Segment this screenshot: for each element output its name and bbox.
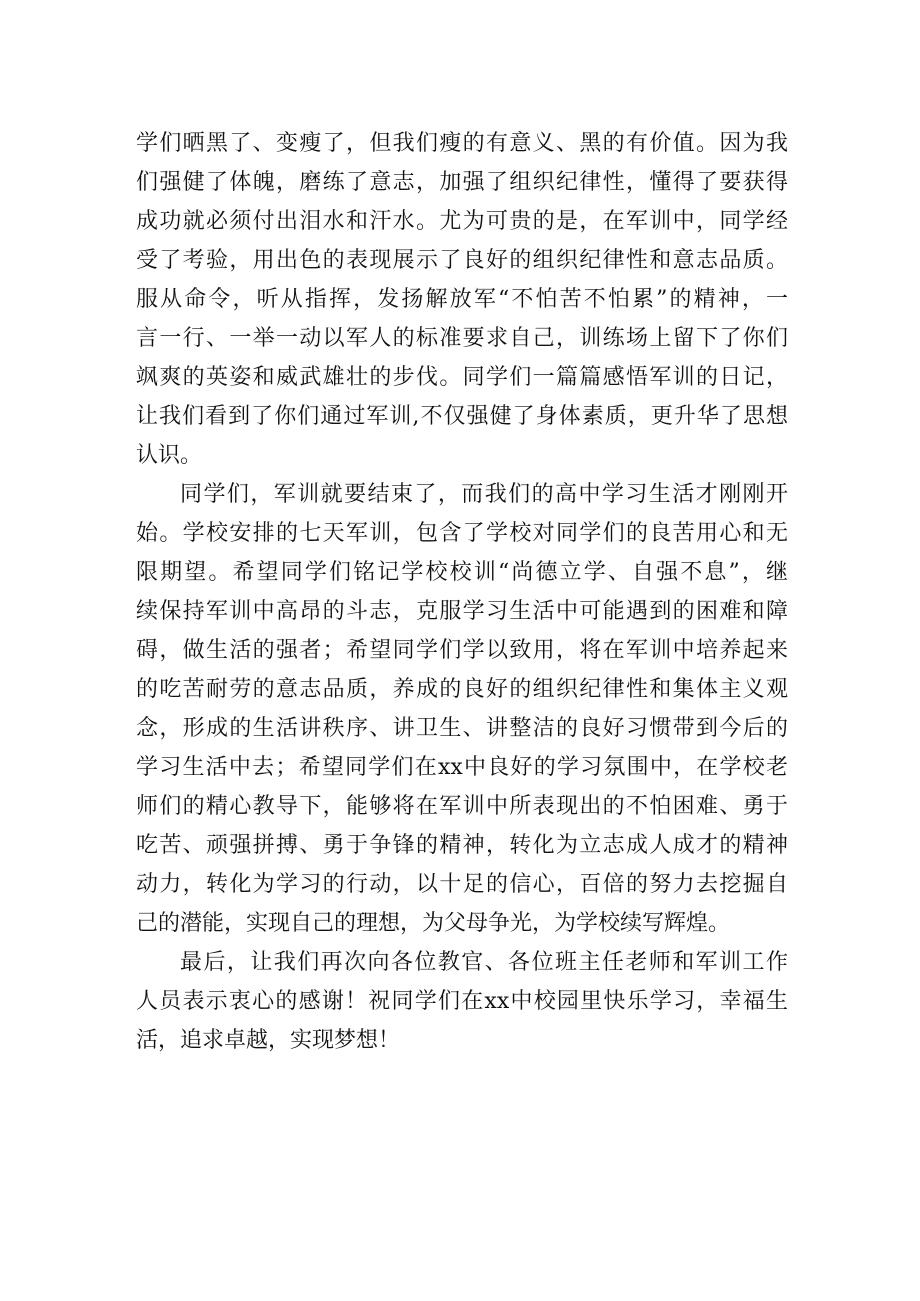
- text-line: 吃苦、顽强拼搏、勇于争锋的精神，转化为立志成人成才的精神: [136, 833, 788, 858]
- text-line: 认识。: [136, 443, 203, 468]
- text-line: 成功就必须付出泪水和汗水。尤为可贵的是，在军训中，同学经: [136, 209, 788, 234]
- text-line: 受了考验，用出色的表现展示了良好的组织纪律性和意志品质。: [136, 248, 788, 273]
- text-line: 的吃苦耐劳的意志品质，养成的良好的组织纪律性和集体主义观: [136, 677, 788, 702]
- text-line: 同学们，军训就要结束了，而我们的高中学习生活才刚刚开: [180, 482, 788, 507]
- text-line: 续保持军训中高昂的斗志，克服学习生活中可能遇到的困难和障: [136, 599, 788, 624]
- text-line: 动力，转化为学习的行动，以十足的信心，百倍的努力去挖掘自: [136, 872, 788, 897]
- text-line: 始。学校安排的七天军训，包含了学校对同学们的良苦用心和无: [136, 521, 788, 546]
- body-text: [136, 124, 788, 1060]
- text-line: 服从命令，听从指挥，发扬解放军“不怕苦不怕累”的精神，一: [136, 287, 788, 312]
- text-line: 活，追求卓越，实现梦想！: [136, 1028, 401, 1053]
- text-line: 师们的精心教导下，能够将在军训中所表现出的不怕困难、勇于: [136, 794, 788, 819]
- text-line: 最后，让我们再次向各位教官、各位班主任老师和军训工作: [180, 950, 788, 975]
- text-line: 人员表示衷心的感谢！祝同学们在xx中校园里快乐学习，幸福生: [136, 989, 788, 1014]
- paragraph-closing: [136, 943, 788, 1060]
- text-line: 言一行、一举一动以军人的标准要求自己，训练场上留下了你们: [136, 326, 788, 351]
- text-line: 让我们看到了你们通过军训,不仅强健了身体素质，更升华了思想: [136, 404, 788, 429]
- text-line: 们强健了体魄，磨练了意志，加强了组织纪律性，懂得了要获得: [136, 170, 788, 195]
- text-line: 飒爽的英姿和威武雄壮的步伐。同学们一篇篇感悟军训的日记，: [136, 365, 788, 390]
- text-line: 念，形成的生活讲秩序、讲卫生、讲整洁的良好习惯带到今后的: [136, 716, 788, 741]
- text-line: 学习生活中去；希望同学们在xx中良好的学习氛围中，在学校老: [136, 755, 788, 780]
- text-line: 学们晒黑了、变瘦了，但我们瘦的有意义、黑的有价值。因为我: [136, 131, 788, 156]
- text-line: 碍，做生活的强者；希望同学们学以致用，将在军训中培养起来: [136, 638, 788, 663]
- paragraph-hopes: [136, 475, 788, 943]
- text-line: 己的潜能，实现自己的理想，为父母争光，为学校续写辉煌。: [136, 911, 731, 936]
- text-line: 限期望。希望同学们铭记学校校训“尚德立学、自强不息”，继: [136, 560, 788, 585]
- paragraph-training-results: [136, 124, 788, 475]
